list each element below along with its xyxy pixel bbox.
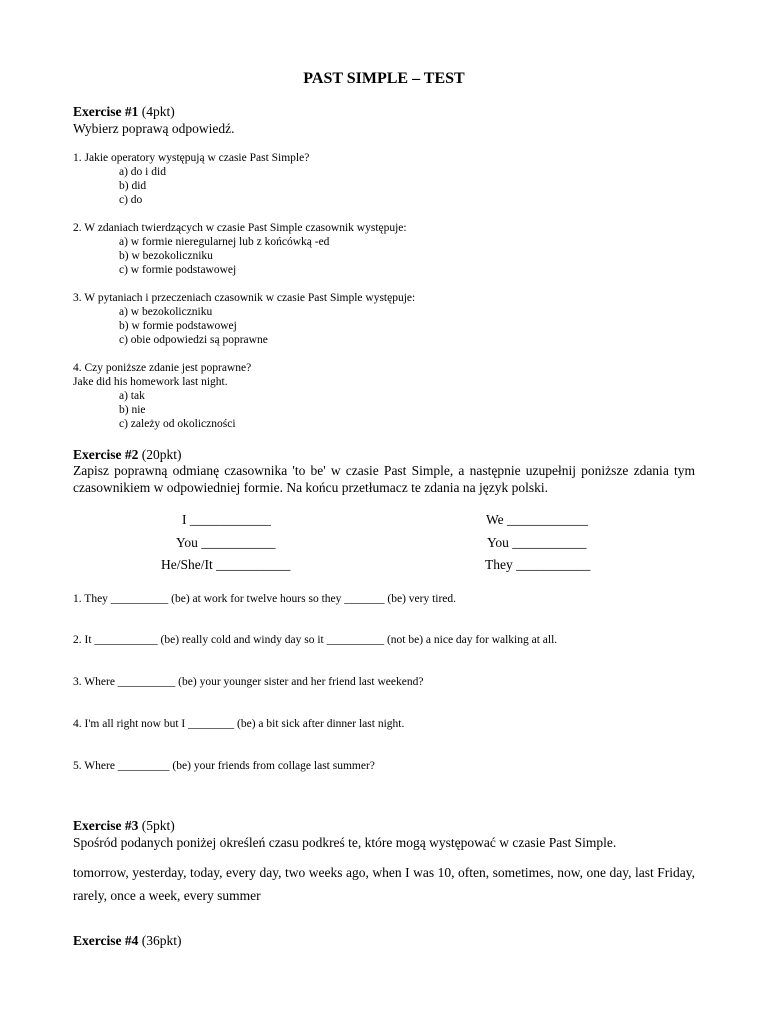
sentence-1: 1. They __________ (be) at work for twelve hours so they _______ (be) very tired.: [73, 593, 457, 605]
exercise-4-heading: [73, 933, 181, 949]
question-1-option-b: b) did: [119, 180, 147, 192]
exercise-2-points: (20pkt): [141, 447, 182, 462]
conjugation-they: They ___________: [485, 557, 591, 572]
exercise-1-instruction: Wybierz poprawą odpowiedź.: [73, 121, 235, 136]
page-title: PAST SIMPLE – TEST: [303, 70, 465, 87]
question-2-option-a: a) w formie nieregularnej lub z końcówką -ed: [119, 236, 330, 248]
exercise-4-points: (36pkt): [141, 933, 182, 948]
question-4-option-b: b) nie: [119, 404, 146, 416]
exercise-3-points: (5pkt): [141, 818, 175, 833]
question-4: 4. Czy poniższe zdanie jest poprawne?: [73, 362, 252, 374]
sentence-5: 5. Where _________ (be) your friends from collage last summer?: [73, 760, 375, 772]
exercise-4-title: Exercise #4: [73, 933, 139, 948]
question-4-option-c: c) zależy od okoliczności: [119, 418, 236, 430]
question-2: 2. W zdaniach twierdzących w czasie Past Simple czasownik występuje:: [73, 222, 407, 234]
conjugation-you-plural: You ___________: [487, 535, 587, 550]
time-expressions-list: tomorrow, yesterday, today, every day, two weeks ago, when I was 10, often, sometimes, now, one day, last Friday, rarely, once a week, every summer: [73, 865, 695, 903]
question-2-option-c: c) w formie podstawowej: [119, 264, 237, 276]
exercise-2-instruction: Zapisz poprawną odmianę czasownika 'to be' w czasie Past Simple, a następnie uzupełnij poniższe zdania tym czasownikiem w odpowiedniej formie. Na końcu przetłumacz te zdania na język polski.: [73, 463, 695, 495]
conjugation-he-she-it: He/She/It ___________: [161, 557, 291, 572]
conjugation-you-singular: You ___________: [176, 535, 276, 550]
conjugation-i: I ____________: [182, 512, 271, 527]
question-1-option-a: a) do i did: [119, 166, 166, 178]
exercise-2-heading: [73, 447, 181, 463]
question-3-option-c: c) obie odpowiedzi są poprawne: [119, 334, 268, 346]
exercise-1-title: Exercise #1: [73, 104, 139, 119]
question-4-option-a: a) tak: [119, 390, 145, 402]
exercise-1-heading: [73, 104, 175, 120]
question-3: 3. W pytaniach i przeczeniach czasownik w czasie Past Simple występuje:: [73, 292, 416, 304]
question-1-option-c: c) do: [119, 194, 143, 206]
conjugation-we: We ____________: [486, 512, 589, 527]
question-3-option-b: b) w formie podstawowej: [119, 320, 237, 332]
question-1: 1. Jakie operatory występują w czasie Past Simple?: [73, 152, 310, 164]
sentence-3: 3. Where __________ (be) your younger sister and her friend last weekend?: [73, 676, 424, 688]
question-3-option-a: a) w bezokoliczniku: [119, 306, 213, 318]
exercise-3-title: Exercise #3: [73, 818, 139, 833]
exercise-3-instruction: Spośród podanych poniżej określeń czasu podkreś te, które mogą występować w czasie Past Simple.: [73, 835, 617, 850]
question-4-sentence: Jake did his homework last night.: [73, 376, 228, 388]
exercise-1-points: (4pkt): [141, 104, 175, 119]
sentence-4: 4. I'm all right now but I ________ (be) a bit sick after dinner last night.: [73, 718, 405, 730]
question-2-option-b: b) w bezokoliczniku: [119, 250, 213, 262]
sentence-2: 2. It ___________ (be) really cold and windy day so it __________ (not be) a nice day for walking at all.: [73, 634, 558, 646]
exercise-3-heading: [73, 818, 175, 834]
exercise-2-title: Exercise #2: [73, 447, 139, 462]
